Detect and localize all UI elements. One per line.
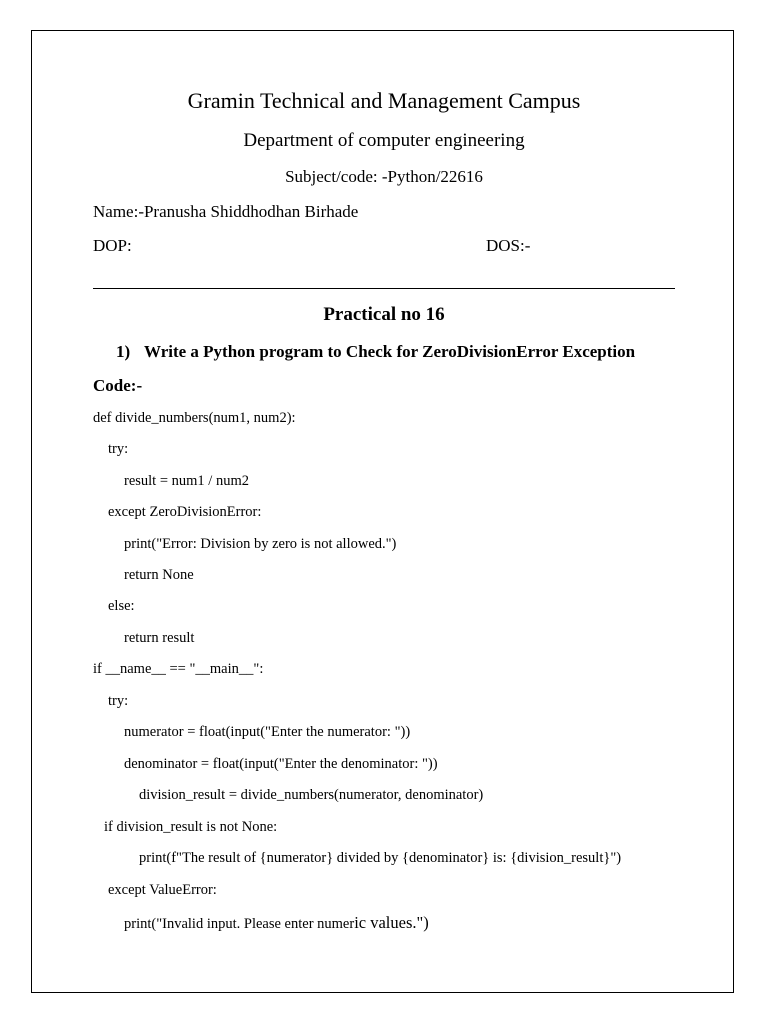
code-line: except ValueError: [108,882,217,898]
code-line: if division_result is not None: [104,819,278,835]
code-line-last [124,915,429,932]
code-line: numerator = float(input("Enter the numerator: ")) [124,724,411,740]
question-number: 1) [116,342,131,361]
code-line: try: [108,693,129,709]
code-line-last-tail: ic values.") [354,913,429,932]
practical-title: Practical no 16 [323,304,445,325]
code-line: return None [124,567,194,583]
code-line: division_result = divide_numbers(numerator, denominator) [139,787,484,803]
code-line: return result [124,630,195,646]
dos-label: DOS:- [486,236,531,255]
code-line: result = num1 / num2 [124,473,249,489]
code-line: except ZeroDivisionError: [108,504,262,520]
code-line: print(f"The result of {numerator} divided by {denominator} is: {division_result}") [139,850,622,866]
question-text: Write a Python program to Check for ZeroDivisionError Exception [144,342,636,361]
code-line: else: [108,598,135,614]
header-divider [93,288,675,289]
subject-code: Subject/code: -Python/22616 [285,167,483,186]
code-line-last-head: print("Invalid input. Please enter numer [124,916,355,932]
code-line: if __name__ == "__main__": [93,661,264,677]
question [116,343,635,360]
student-name: Name:-Pranusha Shiddhodhan Birhade [93,202,359,221]
code-line: def divide_numbers(num1, num2): [93,410,296,426]
code-line: denominator = float(input("Enter the denominator: ")) [124,756,438,772]
department-name: Department of computer engineering [243,130,525,151]
code-line: print("Error: Division by zero is not allowed.") [124,536,397,552]
code-heading: Code:- [93,376,143,395]
college-name: Gramin Technical and Management Campus [187,88,581,113]
code-line: try: [108,441,129,457]
dop-label: DOP: [93,236,132,255]
